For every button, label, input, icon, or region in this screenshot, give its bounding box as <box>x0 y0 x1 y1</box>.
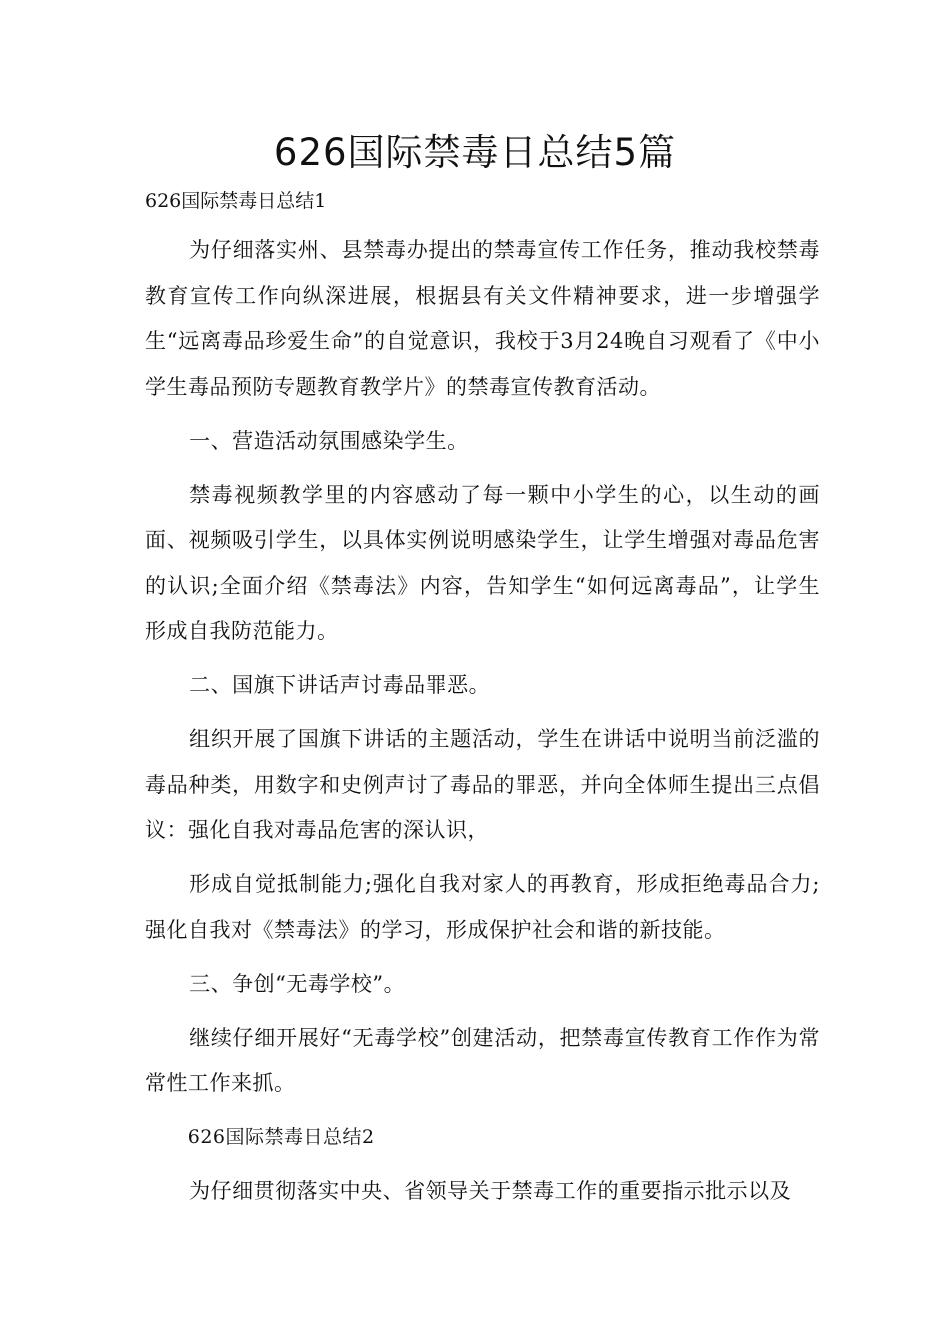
subheading-3: 三、争创“无毒学校”。 <box>189 971 406 996</box>
document-body <box>145 228 820 1223</box>
section-heading-2: 626国际禁毒日总结2 <box>187 1126 375 1148</box>
paragraph-1: 禁毒视频教学里的内容感动了每一颗中小学生的心，以生动的画面、视频吸引学生，以具体实例说明感染学生，让学生增强对毒品危害的认识;全面介绍《禁毒法》内容，告知学生“如何远离毒品”，让学生形成自我防范能力。 <box>145 482 820 643</box>
paragraph-2a: 组织开展了国旗下讲话的主题活动，学生在讲话中说明当前泛滥的毒品种类，用数字和史例声讨了毒品的罪恶，并向全体师生提出三点倡议：强化自我对毒品危害的深认识， <box>145 727 820 842</box>
paragraph-2b: 形成自觉抵制能力;强化自我对家人的再教育，形成拒绝毒品合力;强化自我对《禁毒法》的学习，形成保护社会和谐的新技能。 <box>145 872 820 942</box>
document-title: 626国际禁毒日总结5篇 <box>273 131 677 174</box>
section-heading-1: 626国际禁毒日总结1 <box>145 190 327 212</box>
paragraph-3: 继续仔细开展好“无毒学校”创建活动，把禁毒宣传教育工作作为常常性工作来抓。 <box>145 1025 820 1095</box>
paragraph-intro: 为仔细落实州、县禁毒办提出的禁毒宣传工作任务，推动我校禁毒教育宣传工作向纵深进展，根据县有关文件精神要求，进一步增强学生“远离毒品珍爱生命”的自觉意识，我校于3月24晚自习观看了《中小学生毒品预防专题教育教学片》的禁毒宣传教育活动。 <box>145 238 820 399</box>
paragraph-section2: 为仔细贯彻落实中央、省领导关于禁毒工作的重要指示批示以及 <box>189 1179 792 1203</box>
subheading-1: 一、营造活动氛围感染学生。 <box>189 428 469 453</box>
subheading-2: 二、国旗下讲话声讨毒品罪恶。 <box>189 673 491 697</box>
